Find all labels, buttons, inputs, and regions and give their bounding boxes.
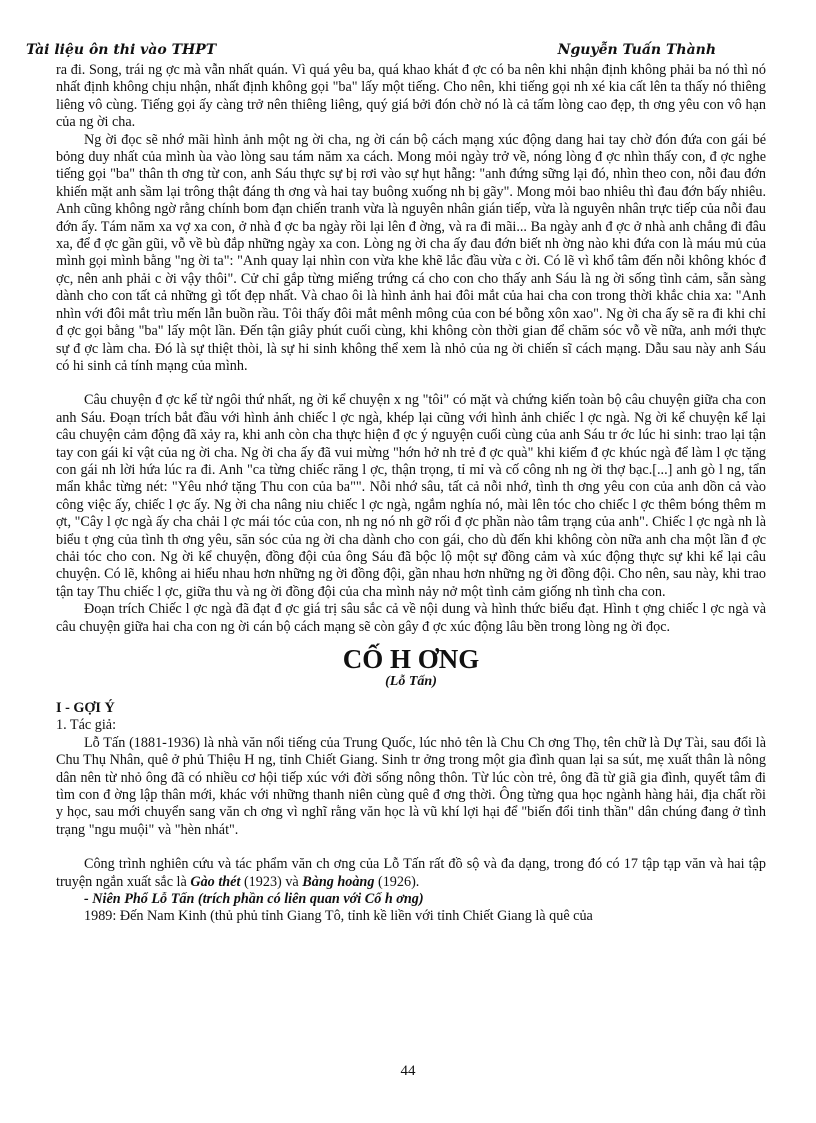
paragraph: Câu chuyện đ ợc kể từ ngôi thứ nhất, ng ời kể chuyện x ng "tôi" có mặt và chứng kiến toàn bộ câu chuyện giữa cha con anh Sáu. Đoạn trích bắt đầu với hình ảnh chiếc l ợc ngà, khép lại cũng với hình ảnh chiếc l ợc ngà. Ng ời kể chuyện kể lại câu chuyện cảm động đã xảy ra, khi anh còn cha thực hiện đ ợc ý nguyện cuối cùng của anh Sáu tr ớc lúc hi sinh: trao lại tận tay con gái kỉ vật của ng ời cha. Ng ời cha ấy đã vui mừng "hớn hở nh trẻ đ ợc quà" khi kiếm đ ợc khúc ngà để làm l ợc tặng con gái nh lời hứa lúc ra đi. Anh "ca từng chiếc răng l ợc, thận trọng, tỉ mỉ và cố công nh ng ời thợ bạc.[...] anh gò l ng, tẩn mẩn khắc từng nét: "Yêu nhớ tặng Thu con của ba"". Nỗi nhớ sâu, tất cả nỗi nhớ, tình th ơng yêu con của anh dồn cả vào công việc ấy, chiếc l ợc ấy. Ng ời cha nâng niu chiếc l ợc ngà, ngắm nghía nó, mài lên tóc cho chiếc l ợc thêm bóng thêm m ợt, "Cây l ợc ngà ấy cha chải l ợc mái tóc của con, nh ng nó nh gỡ rối đ ợc phần nào tâm trạng của anh". Chiếc l ợc ngà nh là biểu t ợng của tình th ơng yêu, săn sóc của ng ời cha dành cho con gái, cho dù đến khi không còn nữa anh cha một lần đ ợc chải tóc cho con. Ng ời kể chuyện, đồng đội của ông Sáu đã bộc lộ một sự đồng cảm và xúc động thực sự khi kể lại câu chuyện. Có lẽ, không ai hiểu nhau hơn những ng ời đồng đội, gần nhau hơn những ng ời đồng đội. Cho nên, sau này, khi trao tận tay Thu chiếc l ợc, giữa thu và ng ời đồng đội của cha mình nảy nở một tình cảm giống nh tình cha con.	[56, 392, 766, 600]
work-year: (1926).	[374, 873, 420, 890]
header-left-title: Tài liệu ôn thi vào THPT	[26, 42, 217, 58]
part-heading: I - GỢI Ý	[56, 700, 115, 716]
works-paragraph	[56, 856, 766, 891]
works-text: Công trình nghiên cứu và tác phẩm văn ch ơng của Lỗ Tấn rất đồ sộ và đa dạng, trong đó có 17 tập tạp văn và hai tập truyện ngắn xuất sắc là	[56, 856, 766, 890]
page-content	[56, 62, 766, 1083]
paragraph: Ng ời đọc sẽ nhớ mãi hình ảnh một ng ời cha, ng ời cán bộ cách mạng xúc động dang hai tay chờ đón đứa con gái bé bỏng duy nhất của mình ùa vào lòng sau tám năm xa cách. Mong mỏi ngày trở về, nóng lòng đ ợc nhìn thấy con, đ ợc nghe tiếng gọi "ba" thân th ơng từ con, anh Sáu thực sự bị rơi vào sự hụt hẫng: "anh đứng sững lại đó, nhìn theo con, nỗi đau đớn khiến mặt anh sầm lại trông thật đáng th ơng và hai tay buông xuống nh bị gãy". Mong mỏi bao nhiêu thì đau đớn bấy nhiêu. Anh cũng không ngờ rằng chính bom đạn chiến tranh vừa là nguyên nhân gián tiếp, vừa là nguyên nhân trực tiếp của nỗi đau đớn ấy. Tám năm xa vợ xa con, ở nhà đ ợc ba ngày rồi lại lên đ ờng, và ra đi mãi... Ba ngày anh đ ợc ở nhà anh chẳng đi đâu xa, để đ ợc gần gũi, vỗ về bù đắp những ngày xa con. Lòng ng ời cha ấy đau đớn biết nh ờng nào khi đứa con là máu mủ của mình gọi mình bằng "ng ời ta": "Anh quay lại nhìn con vừa khe khẽ lắc đầu vừa c ời. Có lẽ vì khổ tâm đến nỗi không khóc đ ợc, nên anh phải c ời vậy thôi". Cử chỉ gắp từng miếng trứng cá cho con cho thấy anh Sáu là ng ời sống tình cảm, sẵn sàng dành cho con tất cả những gì tốt đẹp nhất. Và chao ôi là hình ảnh hai đôi mắt của hai cha con trong thời khắc chia xa: "Anh nhìn với đôi mắt trìu mến lẫn buồn rầu. Tôi thấy đôi mắt mênh mông của con bé bỗng xôn xao". Ng ời cha ấy sẽ ra đi khi chỉ đ ợc gọi bằng "ba" lấy một lần. Đến tận giây phút cuối cùng, khi không còn thời gian để chăm sóc vỗ về nữa, anh mới thực sự đ ợc làm cha. Đó là sự thiệt thòi, là sự hi sinh không thể xem là nhỏ của ng ời chiến sĩ cách mạng. Dẫu sau này anh Sáu có hi sinh cả tính mạng của mình.	[56, 131, 766, 374]
paragraph-gap	[56, 375, 766, 392]
paragraph: Đoạn trích Chiếc l ợc ngà đã đạt đ ợc giá trị sâu sắc cả về nội dung và hình thức biểu đạt. Hình t ợng chiếc l ợc ngà và câu chuyện giữa hai cha con ng ời cán bộ cách mạng sẽ còn gây đ ợc xúc động lâu bền trong lòng ng ời đọc.	[56, 601, 766, 635]
work-title: Gào thét	[190, 873, 241, 890]
biography-heading: - Niên Phổ Lỗ Tấn (trích phần có liên quan với Cố h ơng)	[84, 891, 424, 908]
biography-entry: 1989: Đến Nam Kinh (thủ phủ tỉnh Giang Tô, tỉnh kề liền với tỉnh Chiết Giang là quê của	[84, 908, 593, 925]
paragraph: ra đi. Song, trái ng ợc mà vẫn nhất quán. Vì quá yêu ba, quá khao khát đ ợc có ba nên khi nhận định không phải ba nó thì nó nhất định không chịu nhận, nhất định không gọi "ba" lấy một tiếng. Cho nên, khi tiếng gọi nh xé kia cất lên ta thấy nó thiêng liêng vô cùng. Tiếng gọi ấy càng trở nên thiêng liêng, quý giá bởi đón chờ nó là cả tấm lòng cao đẹp, th ơng yêu con vô hạn của ng ời cha.	[56, 62, 766, 131]
header-author: Nguyễn Tuấn Thành	[557, 42, 716, 58]
section-title: CỐ H ƠNG	[342, 644, 480, 674]
paragraph-gap	[56, 839, 766, 856]
sub-heading: 1. Tác giả:	[56, 717, 117, 734]
page-number: 44	[400, 1063, 416, 1079]
page-header	[26, 42, 716, 62]
work-title: Bàng hoàng	[302, 873, 375, 890]
author-paragraph: Lỗ Tấn (1881-1936) là nhà văn nổi tiếng của Trung Quốc, lúc nhỏ tên là Chu Ch ơng Thọ, tên chữ là Dự Tài, sau đổi là Chu Thụ Nhân, quê ở phủ Thiệu H ng, tỉnh Chiết Giang. Sinh tr ởng trong một gia đình quan lại sa sút, mẹ xuất thân là nông dân nên từ nhỏ ông đã có nhiều cơ hội tiếp xúc với đời sống nông thôn. Từ lúc còn trẻ, ông đã từ giã gia đình, quyết tâm đi tìm con đ ờng lập thân mới, khác với những thanh niên cùng quê đ ơng thời. Ông từng qua học ngành hàng hải, địa chất rồi y học, sau mới chuyển sang văn ch ơng vì nghĩ rằng văn học là vũ khí lợi hại để "biến đổi tinh thần" dân chúng đang ở tình trạng "ngu muội" và "hèn nhát".	[56, 734, 766, 838]
section-subtitle: (Lỗ Tấn)	[385, 674, 437, 689]
work-year: (1923) và	[240, 873, 303, 890]
